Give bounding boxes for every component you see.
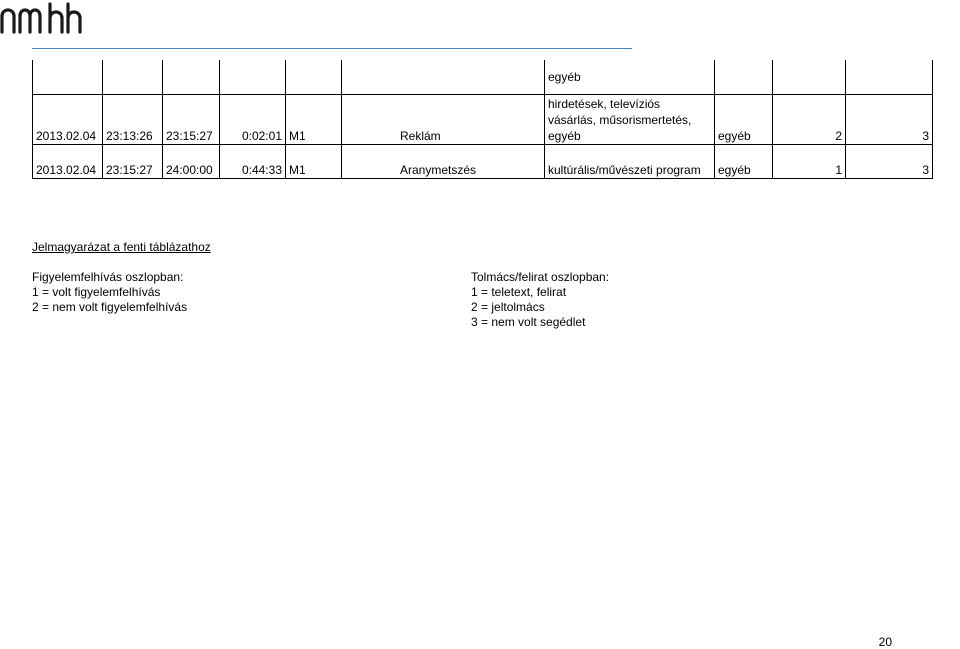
date-cell: 2013.02.04 [33, 94, 103, 144]
start-cell [103, 60, 163, 94]
program-table [32, 60, 933, 179]
legend-item: 1 = volt figyelemfelhívás [32, 285, 161, 299]
duration-cell [220, 60, 286, 94]
genre-cell: egyéb [715, 144, 773, 178]
activity-cell: kultúrális/művészeti program [545, 144, 715, 178]
duration-cell: 0:02:01 [220, 94, 286, 144]
legend-title: Jelmagyarázat a fenti táblázathoz [32, 240, 211, 254]
attention-legend-heading: Figyelemfelhívás oszlopban: [32, 270, 184, 284]
end-cell: 23:15:27 [163, 94, 220, 144]
legend [32, 240, 211, 272]
channel-cell: M1 [286, 144, 342, 178]
genre-cell: egyéb [715, 94, 773, 144]
activity-cell: hirdetések, televíziós vásárlás, műsorismertetés, egyéb [545, 94, 715, 144]
interpreter-cell: 3 [846, 94, 933, 144]
start-cell: 23:13:26 [103, 94, 163, 144]
activity-cell: egyéb [545, 60, 715, 94]
channel-cell [286, 60, 342, 94]
attention-cell [773, 60, 846, 94]
legend-item: 2 = nem volt figyelemfelhívás [32, 300, 188, 314]
legend-item: 3 = nem volt segédlet [471, 315, 586, 329]
end-cell [163, 60, 220, 94]
header-rule [32, 48, 632, 49]
page-number: 20 [878, 635, 892, 649]
legend-item: 1 = teletext, felirat [471, 285, 567, 299]
title-cell [342, 60, 545, 94]
table-row [33, 60, 933, 94]
nmhh-logo [0, 2, 84, 36]
end-cell: 24:00:00 [163, 144, 220, 178]
legend-item: 2 = jeltolmács [471, 300, 545, 314]
interpreter-legend [471, 270, 609, 330]
title-cell: Aranymetszés [342, 144, 545, 178]
attention-cell: 1 [773, 144, 846, 178]
attention-cell: 2 [773, 94, 846, 144]
start-cell: 23:15:27 [103, 144, 163, 178]
interpreter-cell: 3 [846, 144, 933, 178]
interpreter-legend-heading: Tolmács/felirat oszlopban: [471, 270, 610, 284]
attention-legend [32, 270, 187, 315]
channel-cell: M1 [286, 94, 342, 144]
date-cell [33, 60, 103, 94]
table-row [33, 144, 933, 178]
table-row [33, 94, 933, 144]
date-cell: 2013.02.04 [33, 144, 103, 178]
duration-cell: 0:44:33 [220, 144, 286, 178]
genre-cell [715, 60, 773, 94]
interpreter-cell [846, 60, 933, 94]
title-cell: Reklám [342, 94, 545, 144]
